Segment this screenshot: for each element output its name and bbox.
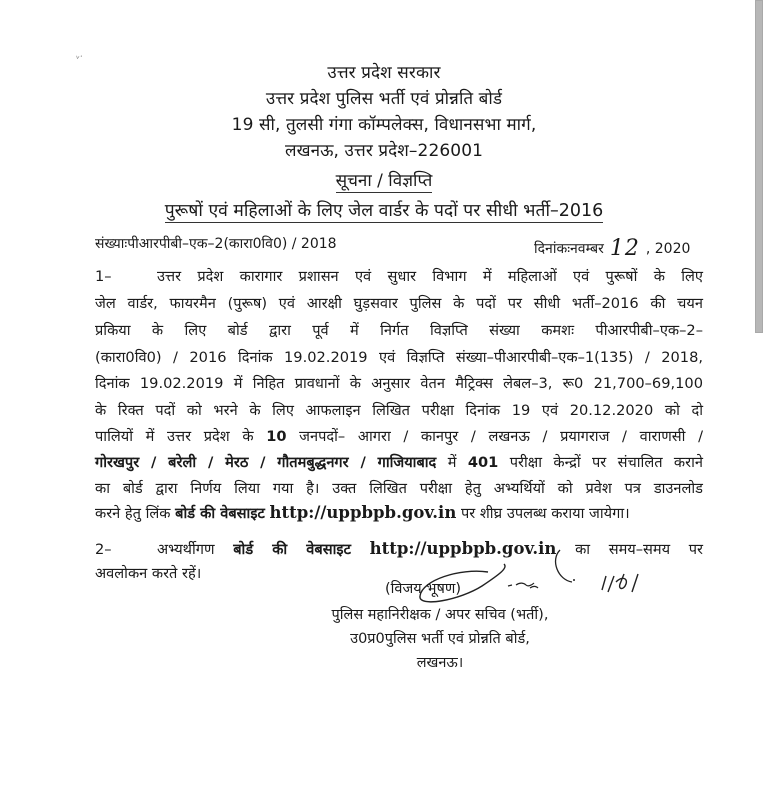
- paragraph2-prefix: अभ्यर्थीगण: [157, 541, 215, 558]
- paragraph1-line9: का बोर्ड द्वारा निर्णय लिया गया है। उक्त लिखित परीक्षा हेतु अभ्यर्थियों को प्रवेश पत्र डाउनलोड: [95, 480, 703, 497]
- paragraph2-number: 2–: [95, 541, 112, 558]
- paragraph2-suffix: का समय–समय पर: [575, 541, 704, 558]
- board-website-label-2: बोर्ड की वेबसाइट: [233, 541, 351, 558]
- paragraph1-line7: [95, 426, 703, 446]
- paragraph1-line1: [95, 266, 703, 286]
- notice-title-text: सूचना / विज्ञप्ति: [335, 171, 433, 191]
- district-count: 10: [266, 428, 287, 445]
- date-year: , 2020: [645, 241, 691, 257]
- paragraph1-line4: (कारा0वि0) / 2016 दिनांक 19.02.2019 एवं विज्ञप्ति संख्या–पीआरपीबी–एक–1(135) / 2018,: [95, 349, 703, 366]
- notice-title: [0, 168, 768, 191]
- line10-prefix: करने हेतु लिंक: [95, 505, 171, 522]
- paragraph1-line8: [95, 452, 703, 472]
- letterhead-address: 19 सी, तुलसी गंगा कॉम्पलेक्स, विधानसभा मार्ग,: [231, 115, 537, 135]
- notice-subject-text: पुरूषों एवं महिलाओं के लिए जेल वार्डर के पदों पर सीधी भर्ती–2016: [164, 201, 604, 221]
- reference-number: संख्याःपीआरपीबी–एक–2(कारा0वि0) / 2018: [95, 236, 337, 252]
- paragraph1-text: उत्तर प्रदेश कारागार प्रशासन एवं सुधार विभाग में महिलाओं एवं पुरूषों के लिए: [157, 268, 703, 285]
- scan-mark: ᵥ·: [75, 51, 84, 63]
- signature-scribble-icon: [410, 540, 690, 610]
- paragraph1-line3: प्रकिया के लिए बोर्ड द्वारा पूर्व में निर्गत विज्ञप्ति संख्या कमशः पीआरपीबी–एक–2–: [95, 322, 703, 339]
- date-prefix: दिनांकःनवम्बर: [534, 241, 604, 257]
- scrollbar-thumb[interactable]: [755, 0, 763, 333]
- board-website-link-2[interactable]: http://uppbpb.gov.in: [369, 539, 557, 558]
- signatory-city: लखनऊ।: [416, 655, 464, 671]
- handwritten-day: 12: [609, 236, 640, 261]
- paragraph1-line6: के रिक्त पदों को भरने के लिए आफलाइन लिखित परीक्षा दिनांक 19 एवं 20.12.2020 को दो: [95, 402, 703, 419]
- line10-suffix: पर शीघ्र उपलब्ध कराया जायेगा।: [460, 505, 630, 522]
- signatory-board: उ0प्र0पुलिस भर्ती एवं प्रोन्नति बोर्ड,: [350, 631, 530, 647]
- exam-centre-count: 401: [467, 454, 499, 471]
- paragraph1-line5: दिनांक 19.02.2019 में निहित प्रावधानों के अनुसार वेतन मैट्रिक्स लेबल–3, रू0 21,700–69,100: [95, 375, 703, 392]
- line8-suffix: परीक्षा केन्द्रों पर संचालित कराने: [509, 454, 703, 471]
- line7-prefix: पालियों में उत्तर प्रदेश के: [95, 428, 254, 445]
- paragraph1-number: 1–: [95, 268, 112, 285]
- letterhead-board-name: उत्तर प्रदेश पुलिस भर्ती एवं प्रोन्नति बोर्ड: [265, 89, 503, 109]
- notice-subject: [0, 198, 768, 222]
- signatory-name: (विजय भूषण): [385, 581, 461, 597]
- line7-districts: जनपदों– आगरा / कानपुर / लखनऊ / प्रयागराज / वाराणसी /: [299, 428, 704, 445]
- paragraph1-line10: [95, 503, 703, 523]
- line8-mid: में: [447, 454, 457, 471]
- signatory-designation: पुलिस महानिरीक्षक / अपर सचिव (भर्ती),: [331, 607, 549, 623]
- notice-date: [534, 234, 690, 259]
- letterhead-city: लखनऊ, उत्तर प्रदेश–226001: [284, 141, 484, 161]
- line8-districts: गोरखपुर / बरेली / मेरठ / गौतमबुद्धनगर / गाजियाबाद: [95, 454, 437, 471]
- board-website-link[interactable]: http://uppbpb.gov.in: [269, 503, 457, 522]
- letterhead-government: उत्तर प्रदेश सरकार: [327, 63, 441, 83]
- board-website-label: बोर्ड की वेबसाइट: [175, 505, 265, 522]
- paragraph1-line2: जेल वार्डर, फायरमैन (पुरूष) एवं आरक्षी घुड़सवार पुलिस के पदों पर सीधी भर्ती–2016 की चयन: [95, 295, 703, 312]
- paragraph2-line2: अवलोकन करते रहें।: [95, 565, 202, 582]
